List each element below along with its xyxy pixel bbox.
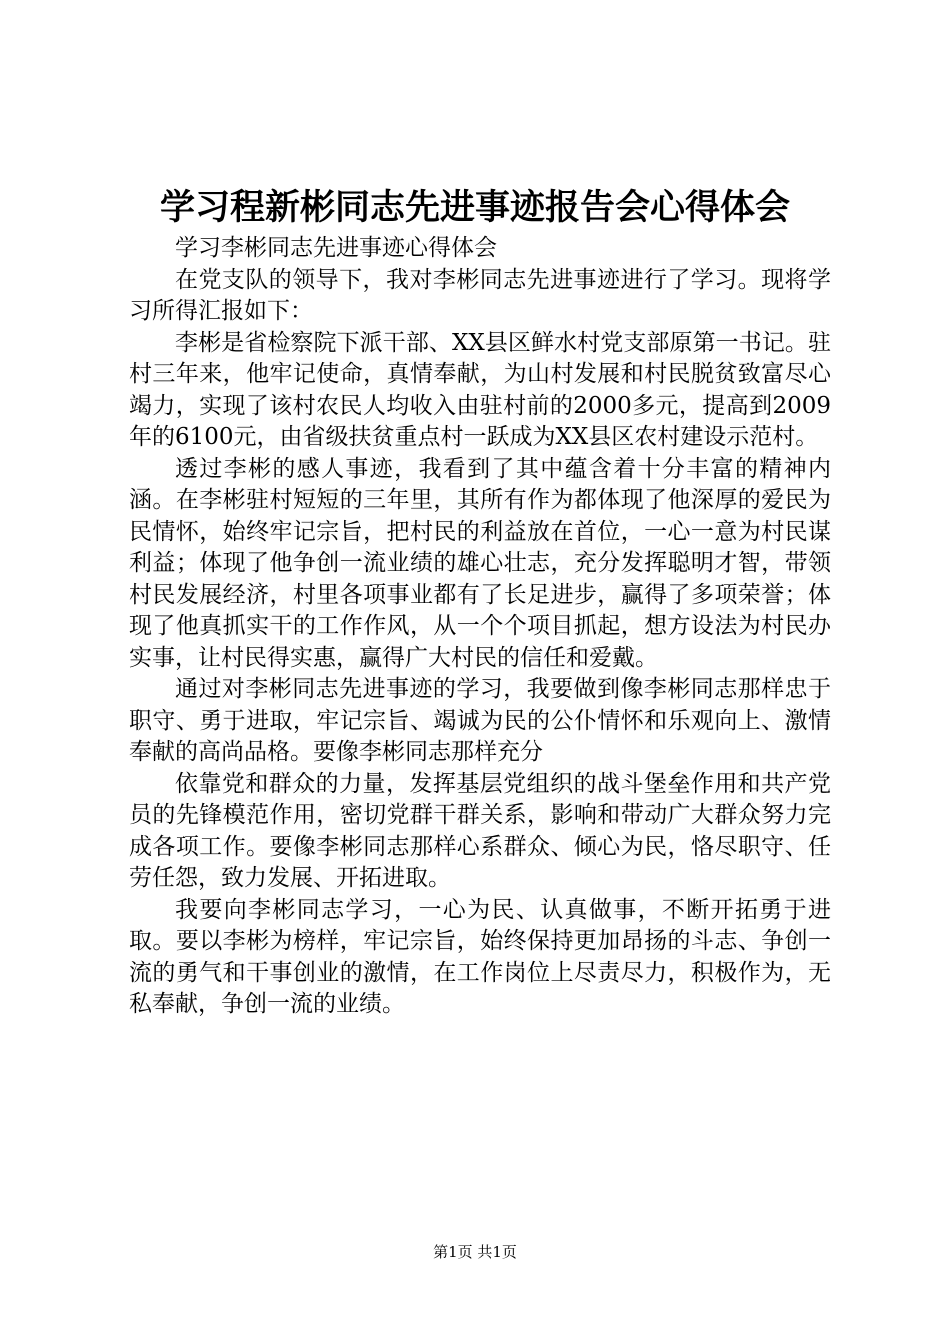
- page-footer: 第1页 共1页: [433, 1243, 517, 1261]
- document-title: 学习程新彬同志先进事迹报告会心得体会: [159, 187, 790, 228]
- body-paragraph: 在党支队的领导下，我对李彬同志先进事迹进行了学习。现将学习所得汇报如下：: [129, 266, 831, 324]
- body-paragraph: 学习李彬同志先进事迹心得体会: [175, 235, 497, 261]
- body-paragraph: 我要向李彬同志学习，一心为民、认真做事，不断开拓勇于进取。要以李彬为榜样，牢记宗旨，始终保持更加昂扬的斗志、争创一流的勇气和干事创业的激情，在工作岗位上尽责尽力，积极作为，无私奉献，争创一流的业绩。: [129, 896, 831, 1017]
- body-paragraph: 通过对李彬同志先进事迹的学习，我要做到像李彬同志那样忠于职守、勇于进取，牢记宗旨、竭诚为民的公仆情怀和乐观向上、激情奉献的高尚品格。要像李彬同志那样充分: [129, 676, 831, 765]
- document-body: [129, 233, 831, 1021]
- body-paragraph: 李彬是省检察院下派干部、XX县区鲜水村党支部原第一书记。驻村三年来，他牢记使命，真情奉献，为山村发展和村民脱贫致富尽心竭力，实现了该村农民人均收入由驻村前的2000多元，提高到2009年的6100元，由省级扶贫重点村一跃成为XX县区农村建设示范村。: [129, 329, 831, 450]
- body-paragraph: 透过李彬的感人事迹，我看到了其中蕴含着十分丰富的精神内涵。在李彬驻村短短的三年里，其所有作为都体现了他深厚的爱民为民情怀，始终牢记宗旨，把村民的利益放在首位，一心一意为村民谋利益；体现了他争创一流业绩的雄心壮志，充分发挥聪明才智，带领村民发展经济，村里各项事业都有了长足进步，赢得了多项荣誉；体现了他真抓实干的工作作风，从一个个项目抓起，想方设法为村民办实事，让村民得实惠，赢得广大村民的信任和爱戴。: [129, 455, 831, 671]
- body-paragraph: 依靠党和群众的力量，发挥基层党组织的战斗堡垒作用和共产党员的先锋模范作用，密切党群干群关系，影响和带动广大群众努力完成各项工作。要像李彬同志那样心系群众、倾心为民，恪尽职守、任劳任怨，致力发展、开拓进取。: [129, 770, 831, 891]
